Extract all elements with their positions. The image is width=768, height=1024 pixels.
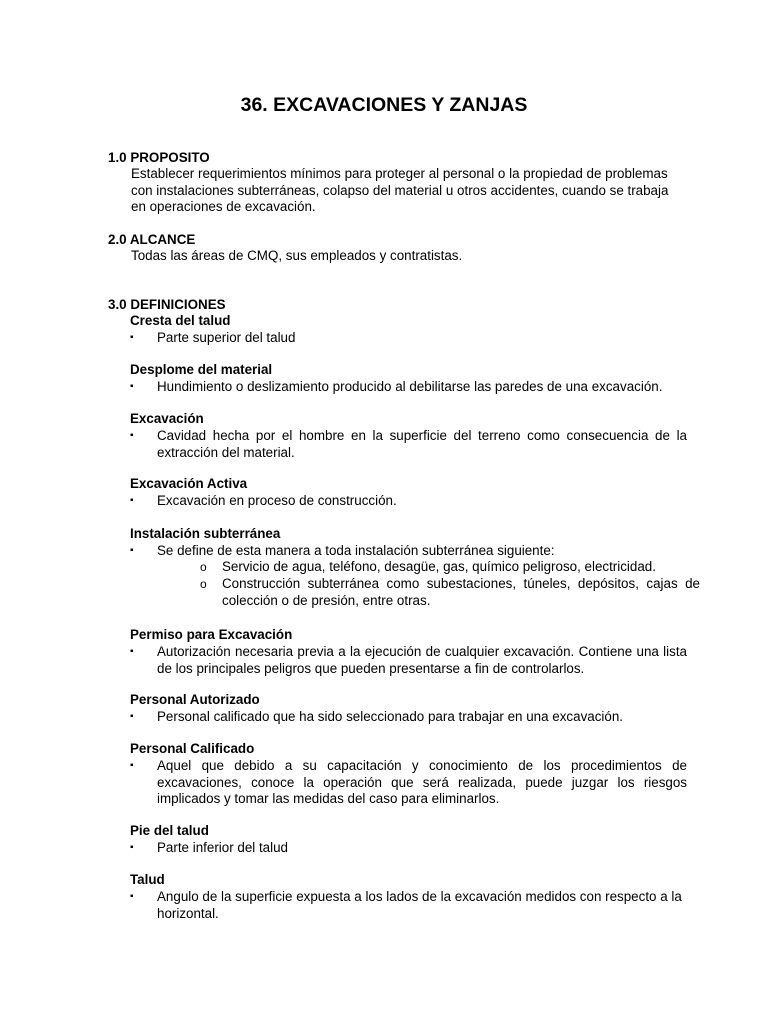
definition-term: Personal Calificado: [130, 741, 255, 756]
definition-text: Hundimiento o deslizamiento producido al debilitarse las paredes de una excavación.: [157, 379, 663, 394]
definition-text: Cavidad hecha por el hombre en la superficie del terreno como consecuencia de la extracción del material.: [157, 428, 687, 460]
definition-text: Excavación en proceso de construcción.: [157, 493, 397, 508]
definition-term: Excavación Activa: [130, 476, 248, 491]
proposito-line: en operaciones de excavación.: [131, 199, 316, 214]
proposito-line: Establecer requerimientos mínimos para proteger al personal o la propiedad de problemas: [131, 166, 668, 181]
circle-bullet-icon: o: [200, 560, 207, 574]
definition-text: Se define de esta manera a toda instalación subterránea siguiente:: [157, 543, 555, 558]
definition-term: Excavación: [130, 411, 204, 426]
definition-term: Instalación subterránea: [130, 526, 281, 541]
proposito-line: con instalaciones subterráneas, colapso del material u otros accidentes, cuando se trabaja: [131, 182, 669, 198]
definition-text: Aquel que debido a su capacitación y conocimiento de los procedimientos de excavaciones, conoce la operación que será realizada, puede juzgar los riesgos implicados y tomar las medidas del caso para eliminarlos.: [157, 758, 687, 806]
square-bullet-icon: ▪: [130, 332, 134, 343]
proposito-body: [131, 166, 687, 216]
definition-term: Personal Autorizado: [130, 692, 260, 707]
definition-text: Personal calificado que ha sido seleccionado para trabajar en una excavación.: [157, 709, 623, 724]
square-bullet-icon: ▪: [130, 495, 134, 506]
square-bullet-icon: ▪: [130, 891, 134, 902]
section-heading-proposito: 1.0 PROPOSITO: [108, 150, 210, 165]
square-bullet-icon: ▪: [130, 711, 134, 722]
definition-term: Permiso para Excavación: [130, 627, 293, 642]
square-bullet-icon: ▪: [130, 646, 134, 657]
circle-bullet-icon: o: [200, 577, 207, 591]
definition-text: Autorización necesaria previa a la ejecución de cualquier excavación. Contiene una lista de los principales peligros que pueden presentarse a fin de controlarlos.: [157, 644, 687, 676]
definition-text: Parte superior del talud: [157, 330, 296, 345]
definition-term: Desplome del material: [130, 362, 273, 377]
square-bullet-icon: ▪: [130, 545, 134, 556]
definition-subitem: Servicio de agua, teléfono, desagüe, gas, químico peligroso, electricidad.: [222, 559, 656, 574]
definition-term: Cresta del talud: [130, 313, 231, 328]
definition-term: Talud: [130, 872, 165, 887]
section-heading-alcance: 2.0 ALCANCE: [108, 232, 196, 247]
alcance-body: Todas las áreas de CMQ, sus empleados y contratistas.: [131, 248, 463, 263]
square-bullet-icon: ▪: [130, 842, 134, 853]
square-bullet-icon: ▪: [130, 760, 134, 771]
definition-term: Pie del talud: [130, 823, 209, 838]
definition-text: Angulo de la superficie expuesta a los lados de la excavación medidos con respecto a la horizontal.: [157, 889, 682, 921]
square-bullet-icon: ▪: [130, 430, 134, 441]
square-bullet-icon: ▪: [130, 381, 134, 392]
section-heading-definiciones: 3.0 DEFINICIONES: [108, 297, 226, 312]
definition-subitem: Construcción subterránea como subestaciones, túneles, depósitos, cajas de colección o de presión, entre otras.: [222, 576, 700, 608]
document-title: 36. EXCAVACIONES Y ZANJAS: [240, 94, 528, 116]
definition-text: Parte inferior del talud: [157, 840, 289, 855]
